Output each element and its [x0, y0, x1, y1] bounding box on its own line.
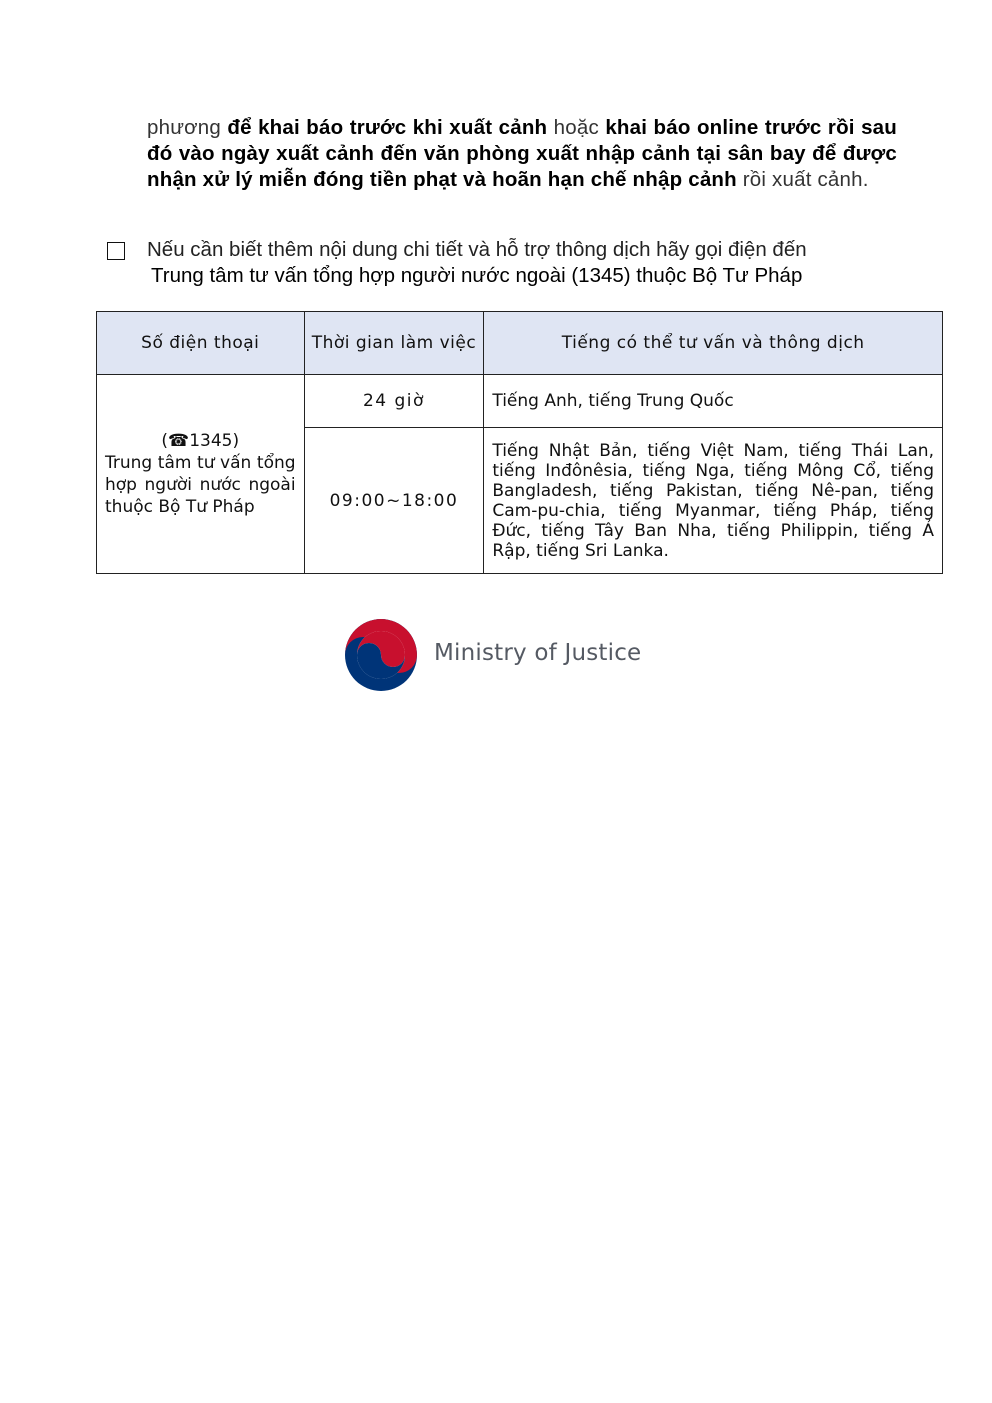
table-header-row	[97, 312, 943, 375]
paragraph-seg2: để khai báo trước khi xuất cảnh	[227, 116, 554, 139]
paragraph-seg1: phương	[147, 116, 228, 139]
instruction-paragraph	[147, 115, 897, 193]
languages-cell: Tiếng Nhật Bản, tiếng Việt Nam, tiếng Thái Lan, tiếng Inđônêsia, tiếng Nga, tiếng Mông Cổ, tiếng Bangladesh, tiếng Pakistan, tiếng Nê-pan, tiếng Cam-pu-chia, tiếng Myanmar, tiếng Pháp, tiếng Đức, tiếng Tây Ban Nha, tiếng Philippin, tiếng Ả Rập, tiếng Sri Lanka.	[484, 428, 943, 574]
checkbox-icon	[107, 242, 125, 260]
note-line-2: Trung tâm tư vấn tổng hợp người nước ngoài (1345) thuộc Bộ Tư Pháp	[151, 264, 803, 287]
table-row	[97, 375, 943, 428]
phone-number: (☎1345)	[161, 431, 240, 451]
taegeuk-emblem-icon	[344, 618, 418, 692]
contact-table	[96, 311, 943, 574]
note-line-1: Nếu cần biết thêm nội dung chi tiết và hỗ trợ thông dịch hãy gọi điện đến	[147, 238, 807, 261]
paragraph-seg3: hoặc	[553, 116, 606, 139]
hours-cell: 09:00~18:00	[304, 428, 484, 574]
logo-text: Ministry of Justice	[434, 640, 642, 666]
header-phone: Số điện thoại	[97, 312, 305, 375]
phone-description: Trung tâm tư vấn tổng hợp người nước ngoài thuộc Bộ Tư Pháp	[105, 453, 296, 517]
hours-cell: 24 giờ	[304, 375, 484, 428]
ministry-logo	[344, 618, 664, 690]
languages-cell: Tiếng Anh, tiếng Trung Quốc	[484, 375, 943, 428]
header-hours: Thời gian làm việc	[304, 312, 484, 375]
paragraph-seg4: khai báo online trước rồi sau đó vào ngày xuất cảnh đến văn phòng xuất nhập cảnh tại sân bay để được nhận xử lý miễn đóng tiền phạt và hoãn hạn chế nhập cảnh	[147, 116, 897, 191]
phone-cell	[97, 375, 305, 574]
header-languages: Tiếng có thể tư vấn và thông dịch	[484, 312, 943, 375]
paragraph-seg5: rồi xuất cảnh.	[742, 168, 869, 191]
